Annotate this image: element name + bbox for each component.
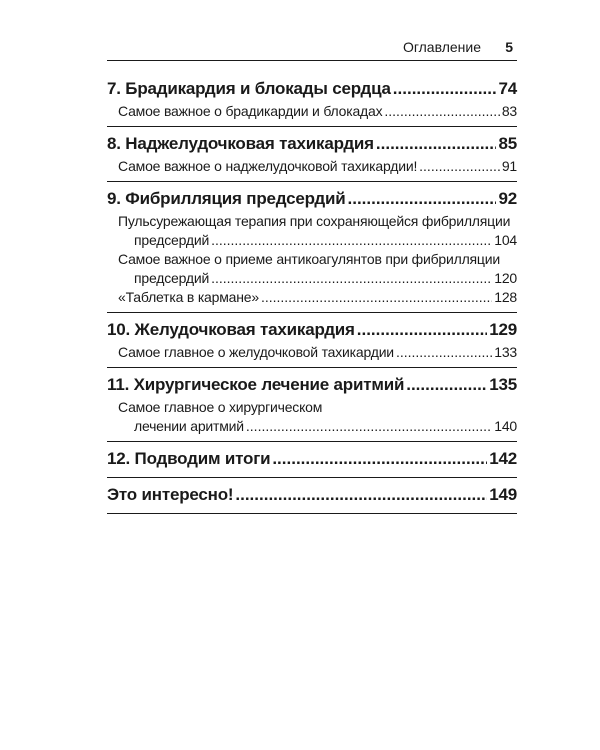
toc-chapter-title: 10. Желудочковая тахикардия <box>107 320 355 339</box>
toc-page-ref: 133 <box>494 344 517 360</box>
dot-leader <box>246 417 492 436</box>
toc-page-ref: 128 <box>494 289 517 305</box>
toc-section-ch7 <box>107 72 517 127</box>
toc-subentry[interactable] <box>107 288 517 307</box>
toc-subentry-title-line2: предсердий <box>134 232 210 248</box>
dot-leader <box>357 317 487 343</box>
dot-leader <box>419 157 500 176</box>
toc-page-ref: 91 <box>501 158 517 174</box>
toc-page-ref: 74 <box>498 79 517 98</box>
toc-subentry-title-line1: Самое главное о хирургическом <box>118 399 323 415</box>
toc-chapter-entry[interactable] <box>107 372 517 398</box>
toc-page-ref: 142 <box>489 449 517 468</box>
running-header <box>107 38 517 61</box>
toc-chapter-title: 11. Хирургическое лечение аритмий <box>107 375 405 394</box>
dot-leader <box>348 186 497 212</box>
toc-subentry[interactable] <box>107 250 517 288</box>
toc-subentry[interactable] <box>107 398 517 436</box>
toc-chapter-entry[interactable] <box>107 317 517 343</box>
dot-leader <box>406 372 487 398</box>
toc-chapter-entry[interactable] <box>107 131 517 157</box>
dot-leader <box>261 288 492 307</box>
dot-leader <box>211 231 492 250</box>
running-header-title: Оглавление <box>402 39 481 55</box>
dot-leader <box>396 343 492 362</box>
toc-page-ref: 83 <box>501 103 517 119</box>
toc-page-ref: 135 <box>489 375 517 394</box>
toc-section-extra <box>107 478 517 514</box>
dot-leader <box>211 269 492 288</box>
toc-chapter-entry[interactable] <box>107 482 517 508</box>
toc-page-ref: 85 <box>498 134 517 153</box>
toc-page-ref: 104 <box>494 232 517 248</box>
toc-chapter-title: 8. Наджелудочковая тахикардия <box>107 134 374 153</box>
toc-page-ref: 140 <box>494 418 517 434</box>
toc-subentry-title: Самое важное о наджелудочковой тахикардии! <box>118 158 418 174</box>
dot-leader <box>384 102 499 121</box>
toc-subentry-title-line2: лечении аритмий <box>134 418 244 434</box>
toc-page-ref: 120 <box>494 270 517 286</box>
toc-chapter-title: 7. Брадикардия и блокады сердца <box>107 79 391 98</box>
dot-leader <box>235 482 487 508</box>
toc-chapter-title: 12. Подводим итоги <box>107 449 271 468</box>
toc-subentry-title-line1: Самое важное о приеме антикоагулянтов при фибрилляции <box>118 251 500 267</box>
toc-subentry[interactable] <box>107 157 517 176</box>
toc-chapter-title: Это интересно! <box>107 485 234 504</box>
table-of-contents <box>107 72 517 514</box>
toc-section-ch9 <box>107 182 517 313</box>
toc-subentry-title: Самое главное о желудочковой тахикардии <box>118 344 394 360</box>
page-number: 5 <box>505 39 513 55</box>
toc-subentry-title: «Таблетка в кармане» <box>118 289 259 305</box>
toc-page-ref: 149 <box>489 485 517 504</box>
dot-leader <box>376 131 497 157</box>
toc-section-ch10 <box>107 313 517 368</box>
toc-chapter-title: 9. Фибрилляция предсердий <box>107 189 346 208</box>
toc-subentry-line2 <box>118 231 517 250</box>
dot-leader <box>272 446 487 472</box>
toc-subentry-title-line1: Пульсурежающая терапия при сохраняющейся фибрилляции <box>118 213 511 229</box>
toc-section-ch12 <box>107 442 517 478</box>
toc-section-ch11 <box>107 368 517 442</box>
toc-chapter-entry[interactable] <box>107 186 517 212</box>
toc-subentry-title: Самое важное о брадикардии и блокадах <box>118 103 383 119</box>
toc-subentry-line2 <box>118 417 517 436</box>
dot-leader <box>393 76 497 102</box>
toc-subentry[interactable] <box>107 212 517 250</box>
toc-section-ch8 <box>107 127 517 182</box>
toc-chapter-entry[interactable] <box>107 446 517 472</box>
toc-page-ref: 129 <box>489 320 517 339</box>
toc-subentry[interactable] <box>107 343 517 362</box>
toc-chapter-entry[interactable] <box>107 76 517 102</box>
toc-subentry-title-line2: предсердий <box>134 270 210 286</box>
toc-page-ref: 92 <box>498 189 517 208</box>
toc-subentry-line2 <box>118 269 517 288</box>
toc-subentry[interactable] <box>107 102 517 121</box>
